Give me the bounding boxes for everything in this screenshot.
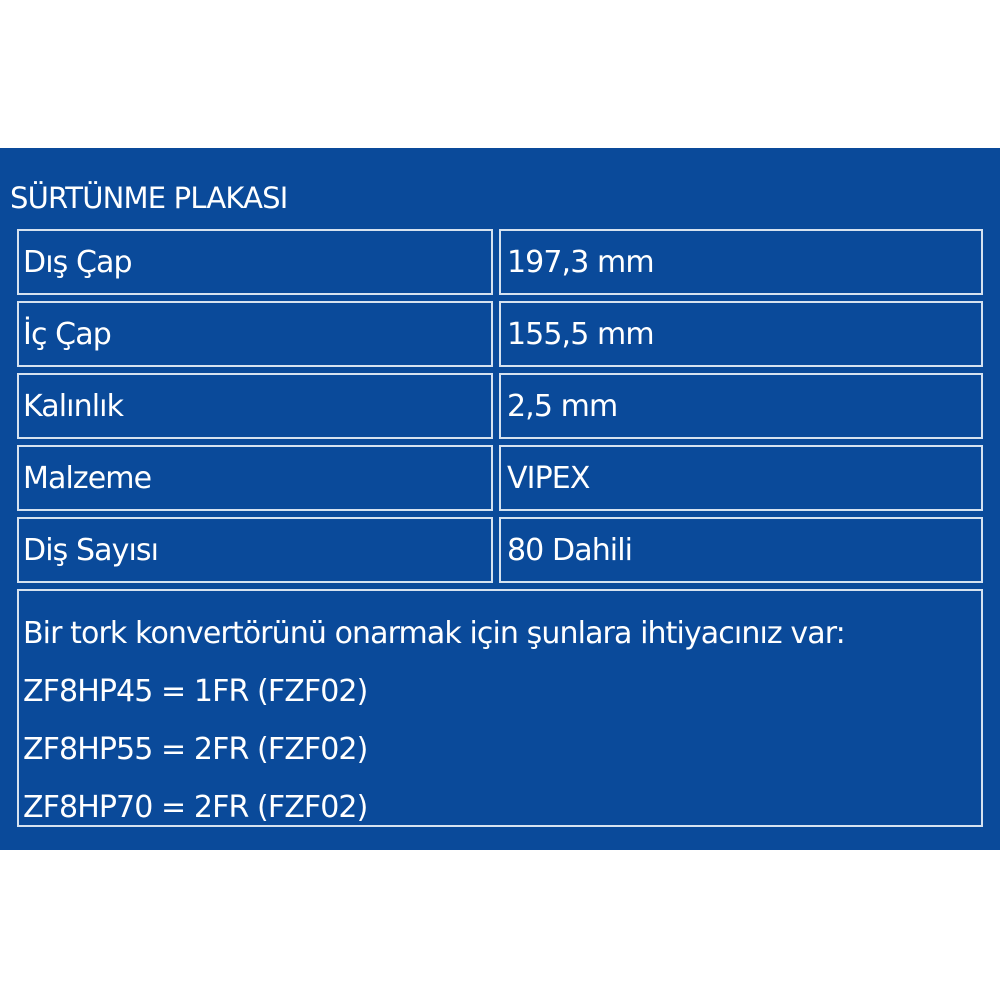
row-label-inner-diameter: İç Çap	[17, 301, 493, 367]
row-value-outer-diameter: 197,3 mm	[499, 229, 983, 295]
note-intro: Bir tork konvertörünü onarmak için şunlara ihtiyacınız var:	[23, 616, 845, 651]
repair-note	[17, 589, 983, 827]
row-value-inner-diameter: 155,5 mm	[499, 301, 983, 367]
row-value-material: VIPEX	[499, 445, 983, 511]
row-label-material: Malzeme	[17, 445, 493, 511]
table-title: SÜRTÜNME PLAKASI	[10, 181, 288, 215]
row-label-tooth-count: Diş Sayısı	[17, 517, 493, 583]
note-line-zf8hp55: ZF8HP55 = 2FR (FZF02)	[23, 732, 368, 767]
row-value-tooth-count: 80 Dahili	[499, 517, 983, 583]
note-line-zf8hp70: ZF8HP70 = 2FR (FZF02)	[23, 790, 368, 825]
note-line-zf8hp45: ZF8HP45 = 1FR (FZF02)	[23, 674, 368, 709]
row-label-outer-diameter: Dış Çap	[17, 229, 493, 295]
row-label-thickness: Kalınlık	[17, 373, 493, 439]
spec-panel	[0, 148, 1000, 850]
row-value-thickness: 2,5 mm	[499, 373, 983, 439]
